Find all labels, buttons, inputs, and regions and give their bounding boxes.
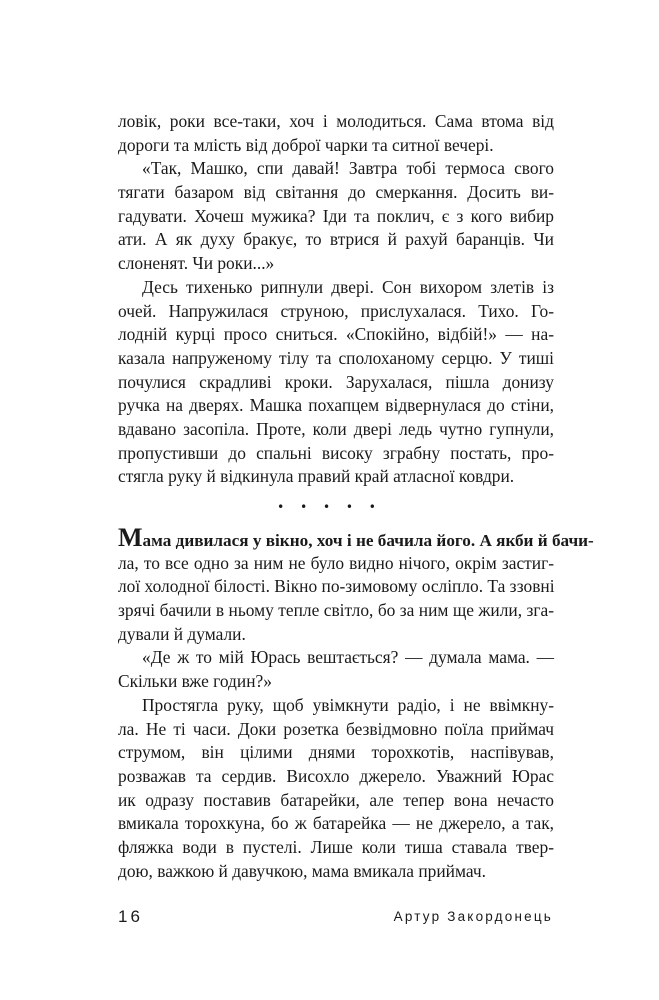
running-footer-author: Артур Закордонець (393, 909, 553, 924)
section-separator: • • • • • (277, 500, 382, 514)
text-line: гадувати. Хочеш мужика? Іди та поклич, є з кого вибир (118, 205, 554, 226)
text-line: Простягла руку, щоб увімкнути радіо, і не ввімкну- (142, 694, 554, 715)
section1-paragraphs (118, 110, 554, 489)
page-number: 16 (118, 907, 143, 926)
text-line: розважав та сердив. Висохло джерело. Уважний Юрас (118, 765, 554, 786)
text-line: лої холодної білості. Вікно по-зимовому осліпло. Та ззовні (118, 576, 555, 597)
text-line: ати. А як духу бракує, то втрися й рахуй баранців. Чи (118, 229, 554, 250)
text-line: ловік, роки все-таки, хоч і молодиться. Сама втома від (118, 111, 554, 131)
text-line: вмикала торохкуна, бо ж батарейка — не джерело, а так, (118, 813, 554, 834)
text-line: дою, важкою й давучкою, мама вмикала приймач. (118, 860, 486, 881)
text-line: дували й думали. (118, 623, 246, 644)
text-line: ла, то все одно за ним не було видно нічого, окрім застиг- (118, 552, 554, 573)
text-line: Скільки вже годин?» (118, 671, 272, 692)
text-line: «Де ж то мій Юрась вештається? — думала мама. — (142, 647, 554, 668)
opening-line (118, 523, 594, 552)
text-line: ла. Не ті часи. Доки розетка безвідмовно поїла приймач (118, 718, 554, 739)
text-line: фляжка води в пустелі. Лише коли тиша ставала твер- (118, 836, 554, 857)
opening-line-text: ама дивилася у вікно, хоч і не бачила його. А якби й бачи- (142, 531, 594, 550)
text-line: пропустивши до спальні високу зграбну постать, про- (118, 442, 554, 463)
text-line: вдавано засопіла. Проте, коли двері ледь чутно гупнули, (118, 418, 554, 439)
text-line: казала напруженому тілу та сполоханому серцю. У тиші (118, 347, 554, 368)
text-line: стягла руку й відкинула правий край атласної ковдри. (118, 466, 515, 487)
text-line: струмом, він цілими днями торохкотів, наспівував, (118, 742, 554, 763)
text-line: слоненят. Чи роки...» (118, 253, 275, 274)
text-line: Десь тихенько рипнули двері. Сон вихором злетів із (142, 276, 554, 297)
text-line: тягати базаром від світання до смеркання. Досить ви- (118, 182, 554, 203)
drop-cap: М (118, 523, 143, 552)
text-line: дороги та млість від доброї чарки та ситної вечері. (118, 134, 494, 155)
text-line: лодній курці просо сниться. «Спокійно, відбій!» — на- (118, 324, 554, 345)
text-line: «Так, Машко, спи давай! Завтра тобі термоса свого (142, 158, 554, 179)
section2-paragraphs (118, 523, 594, 883)
text-line: почулися скрадливі кроки. Зарухалася, пішла донизу (118, 371, 554, 392)
text-line: зрячі бачили в ньому тепле світло, бо за ним ще жили, зга- (118, 600, 554, 621)
text-line: ик одразу поставив батарейки, але тепер вона нечасто (118, 789, 554, 810)
text-line: очей. Напружилася струною, прислухалася. Тихо. Го- (118, 300, 554, 321)
text-line: ручка на дверях. Машка похапцем відвернулася до стіни, (118, 395, 554, 416)
